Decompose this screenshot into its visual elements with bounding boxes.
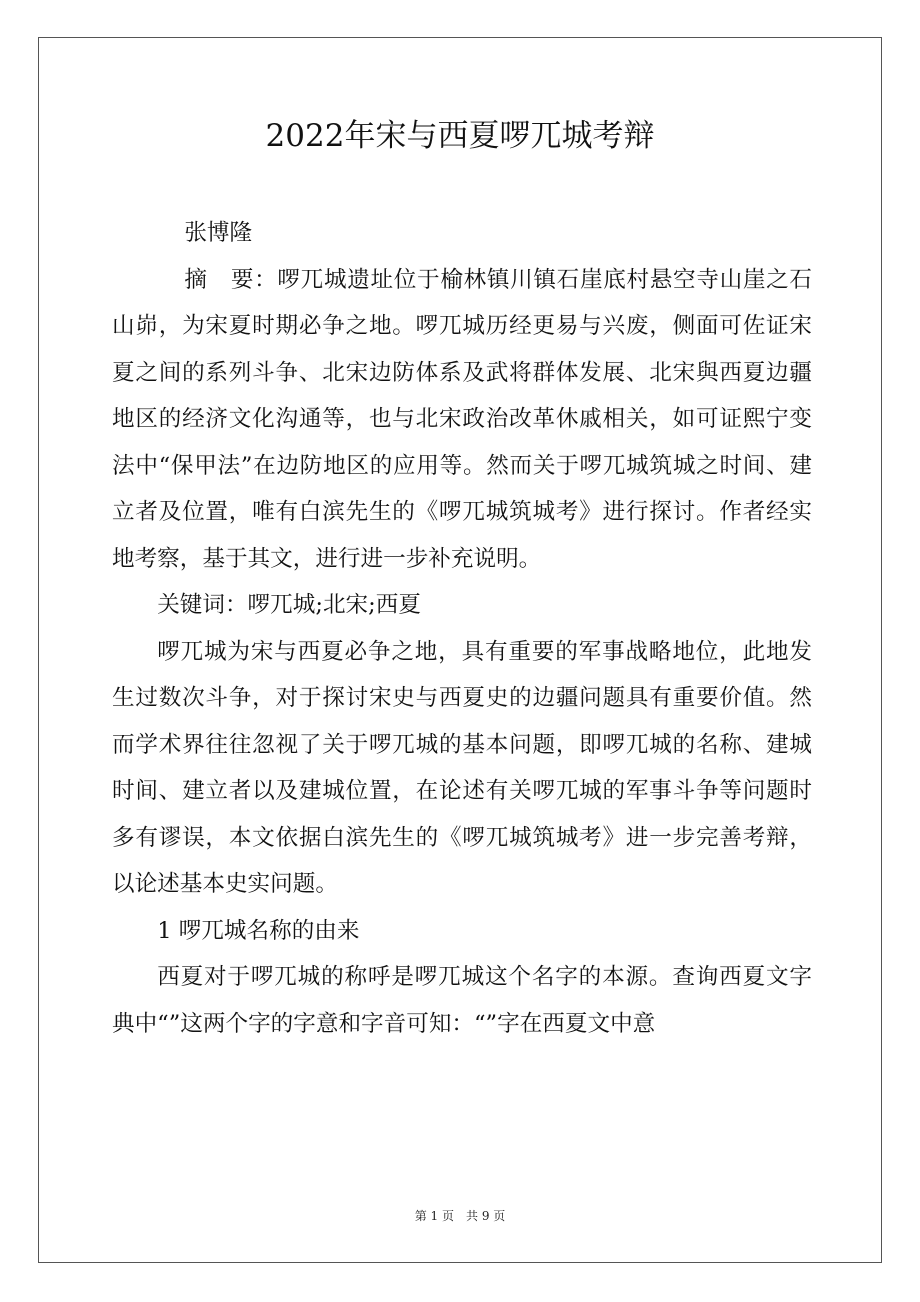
document-title: 2022年宋与西夏啰兀城考辩: [265, 118, 655, 154]
body-paragraph-2: 西夏对于啰兀城的称呼是啰兀城这个名字的本源。查询西夏文字典中“”这两个字的字意和字音可知：“”字在西夏文中意: [112, 964, 812, 1037]
body-paragraph-1: 啰兀城为宋与西夏必争之地，具有重要的军事战略地位，此地发生过数次斗争，对于探讨宋史与西夏史的边疆问题具有重要价值。然而学术界往往忽视了关于啰兀城的基本问题，即啰兀城的名称、建城时间、建立者以及建城位置，在论述有关啰兀城的军事斗争等问题时多有谬误，本文依据白滨先生的《啰兀城筑城考》进一步完善考辩，以论述基本史实问题。: [112, 638, 812, 897]
keywords-line: 关键词：啰兀城;北宋;西夏: [157, 592, 421, 618]
author-name: 张博隆: [184, 220, 253, 246]
document-body: [112, 210, 812, 1047]
abstract-paragraph: 摘 要：啰兀城遗址位于榆林镇川镇石崖底村悬空寺山崖之石山峁，为宋夏时期必争之地。啰兀城历经更易与兴废，侧面可佐证宋夏之间的系列斗争、北宋边防体系及武将群体发展、北宋與西夏边疆地区的经济文化沟通等，也与北宋政治改革休戚相关，如可证熙宁变法中“保甲法”在边防地区的应用等。然而关于啰兀城筑城之时间、建立者及位置，唯有白滨先生的《啰兀城筑城考》进行探讨。作者经实地考察，基于其文，进行进一步补充说明。: [112, 266, 812, 572]
page-number-footer: 第 1 页 共 9 页: [414, 1209, 506, 1223]
section-heading: 1 啰兀城名称的由来: [157, 917, 360, 944]
